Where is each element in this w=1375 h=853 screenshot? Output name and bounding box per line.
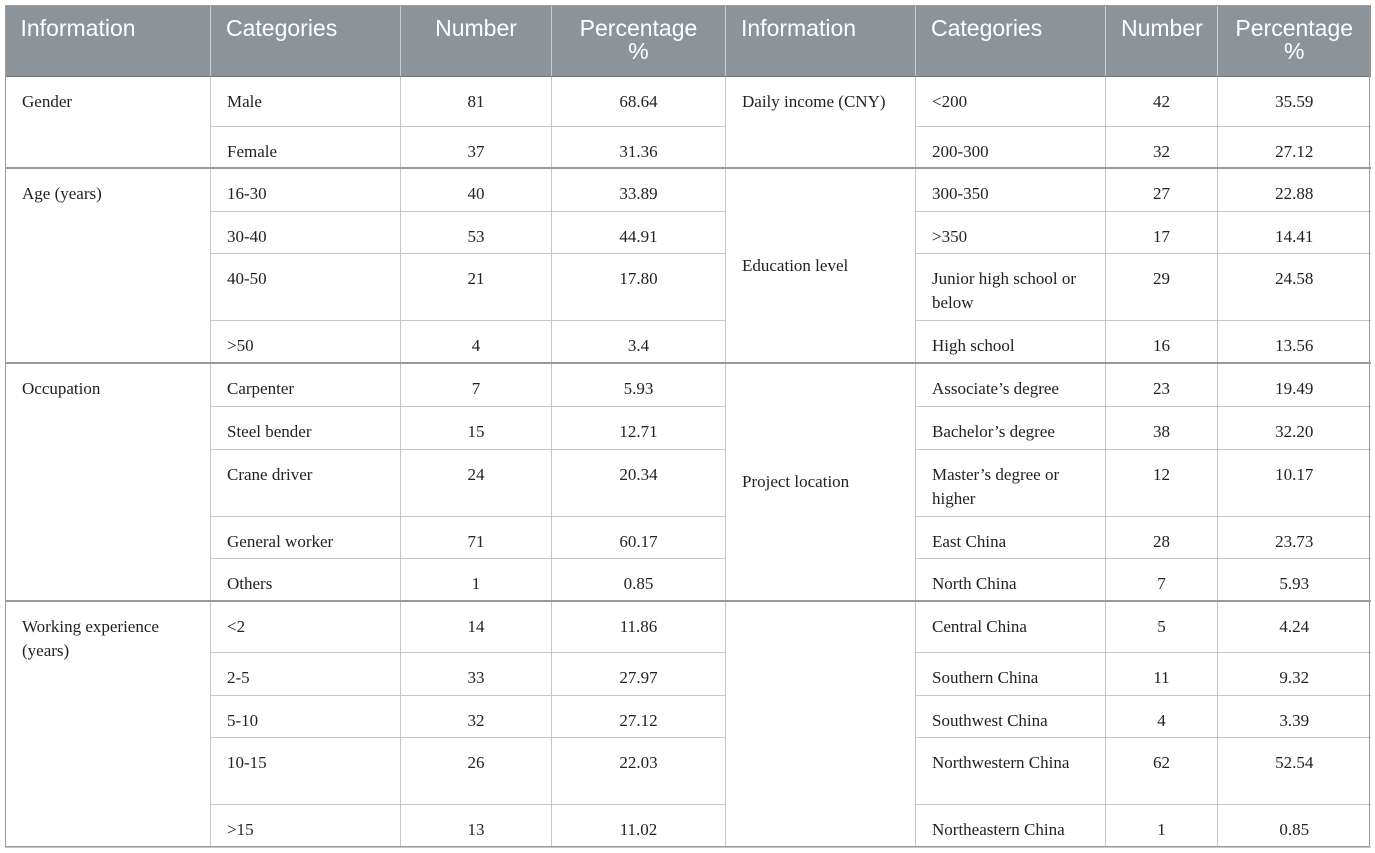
table-row — [6, 652, 1371, 695]
category-cell: Carpenter — [211, 363, 401, 406]
percentage-cell: 0.85 — [1218, 804, 1371, 847]
table-row — [6, 406, 1371, 449]
percentage-cell: 22.88 — [1218, 168, 1371, 211]
percentage-cell: 32.20 — [1218, 406, 1371, 449]
percentage-cell: 31.36 — [552, 126, 726, 168]
percentage-cell: 0.85 — [552, 558, 726, 601]
category-cell: Junior high school or below — [916, 253, 1106, 320]
number-cell: 29 — [1106, 253, 1218, 320]
category-cell: Central China — [916, 601, 1106, 652]
percentage-cell: 52.54 — [1218, 737, 1371, 804]
category-cell: Southwest China — [916, 695, 1106, 737]
percentage-cell: 3.39 — [1218, 695, 1371, 737]
category-cell: <2 — [211, 601, 401, 652]
header-number: Number — [1106, 5, 1218, 76]
category-cell: >50 — [211, 320, 401, 363]
percentage-cell: 27.12 — [1218, 126, 1371, 168]
percentage-cell: 35.59 — [1218, 76, 1371, 126]
percentage-cell: 68.64 — [552, 76, 726, 126]
table-row — [6, 126, 1371, 168]
number-cell: 24 — [401, 449, 552, 516]
percentage-cell: 22.03 — [552, 737, 726, 804]
table-row — [6, 737, 1371, 804]
category-cell: Northwestern China — [916, 737, 1106, 804]
category-cell: 300-350 — [916, 168, 1106, 211]
header-percentage: Percentage % — [552, 5, 726, 76]
table-row — [6, 516, 1371, 558]
percentage-cell: 3.4 — [552, 320, 726, 363]
table-row — [6, 449, 1371, 516]
percentage-cell: 27.97 — [552, 652, 726, 695]
category-cell: 10-15 — [211, 737, 401, 804]
number-cell: 5 — [1106, 601, 1218, 652]
percentage-cell: 20.34 — [552, 449, 726, 516]
category-cell: 30-40 — [211, 211, 401, 253]
group-label-age: Age (years) — [6, 168, 211, 363]
percentage-cell: 5.93 — [1218, 558, 1371, 601]
number-cell: 7 — [401, 363, 552, 406]
table-row — [6, 601, 1371, 652]
percentage-cell: 19.49 — [1218, 363, 1371, 406]
percentage-cell: 12.71 — [552, 406, 726, 449]
category-cell: Master’s degree or higher — [916, 449, 1106, 516]
group-label-empty — [726, 601, 916, 847]
percentage-cell: 27.12 — [552, 695, 726, 737]
number-cell: 16 — [1106, 320, 1218, 363]
table-row — [6, 804, 1371, 847]
number-cell: 28 — [1106, 516, 1218, 558]
category-cell: 2-5 — [211, 652, 401, 695]
category-cell: General worker — [211, 516, 401, 558]
percentage-cell: 14.41 — [1218, 211, 1371, 253]
number-cell: 23 — [1106, 363, 1218, 406]
number-cell: 1 — [1106, 804, 1218, 847]
category-cell: Crane driver — [211, 449, 401, 516]
number-cell: 12 — [1106, 449, 1218, 516]
category-cell: 5-10 — [211, 695, 401, 737]
group-label-education-level: Education level — [726, 168, 916, 363]
percentage-cell: 44.91 — [552, 211, 726, 253]
number-cell: 32 — [1106, 126, 1218, 168]
table-row — [6, 253, 1371, 320]
percentage-cell: 4.24 — [1218, 601, 1371, 652]
table-row — [6, 211, 1371, 253]
category-cell: >350 — [916, 211, 1106, 253]
number-cell: 15 — [401, 406, 552, 449]
header-information: Information — [726, 5, 916, 76]
category-cell: Female — [211, 126, 401, 168]
number-cell: 42 — [1106, 76, 1218, 126]
category-cell: Male — [211, 76, 401, 126]
number-cell: 71 — [401, 516, 552, 558]
group-label-gender: Gender — [6, 76, 211, 168]
percentage-cell: 60.17 — [552, 516, 726, 558]
number-cell: 4 — [401, 320, 552, 363]
number-cell: 26 — [401, 737, 552, 804]
group-label-working-experience: Working experience (years) — [6, 601, 211, 847]
number-cell: 14 — [401, 601, 552, 652]
number-cell: 11 — [1106, 652, 1218, 695]
number-cell: 53 — [401, 211, 552, 253]
number-cell: 33 — [401, 652, 552, 695]
percentage-cell: 11.86 — [552, 601, 726, 652]
number-cell: 4 — [1106, 695, 1218, 737]
header-information: Information — [6, 5, 211, 76]
category-cell: 40-50 — [211, 253, 401, 320]
category-cell: North China — [916, 558, 1106, 601]
number-cell: 32 — [401, 695, 552, 737]
category-cell: Associate’s degree — [916, 363, 1106, 406]
header-row — [6, 5, 1371, 76]
category-cell: <200 — [916, 76, 1106, 126]
demographics-table — [5, 5, 1371, 848]
category-cell: East China — [916, 516, 1106, 558]
header-number: Number — [401, 5, 552, 76]
number-cell: 17 — [1106, 211, 1218, 253]
percentage-cell: 23.73 — [1218, 516, 1371, 558]
table-row — [6, 320, 1371, 363]
number-cell: 1 — [401, 558, 552, 601]
number-cell: 21 — [401, 253, 552, 320]
number-cell: 37 — [401, 126, 552, 168]
percentage-cell: 9.32 — [1218, 652, 1371, 695]
category-cell: Others — [211, 558, 401, 601]
number-cell: 7 — [1106, 558, 1218, 601]
number-cell: 38 — [1106, 406, 1218, 449]
number-cell: 81 — [401, 76, 552, 126]
percentage-cell: 33.89 — [552, 168, 726, 211]
table-row — [6, 695, 1371, 737]
percentage-cell: 11.02 — [552, 804, 726, 847]
category-cell: 16-30 — [211, 168, 401, 211]
category-cell: >15 — [211, 804, 401, 847]
group-label-occupation: Occupation — [6, 363, 211, 601]
category-cell: High school — [916, 320, 1106, 363]
number-cell: 40 — [401, 168, 552, 211]
number-cell: 62 — [1106, 737, 1218, 804]
percentage-cell: 13.56 — [1218, 320, 1371, 363]
category-cell: Southern China — [916, 652, 1106, 695]
number-cell: 27 — [1106, 168, 1218, 211]
group-label-project-location: Project location — [726, 363, 916, 601]
category-cell: 200-300 — [916, 126, 1106, 168]
category-cell: Northeastern China — [916, 804, 1106, 847]
percentage-cell: 10.17 — [1218, 449, 1371, 516]
table-row — [6, 76, 1371, 126]
percentage-cell: 17.80 — [552, 253, 726, 320]
number-cell: 13 — [401, 804, 552, 847]
table-row — [6, 363, 1371, 406]
table-row — [6, 558, 1371, 601]
header-percentage: Percentage % — [1218, 5, 1371, 76]
header-categories: Categories — [916, 5, 1106, 76]
group-label-daily-income: Daily income (CNY) — [726, 76, 916, 168]
percentage-cell: 5.93 — [552, 363, 726, 406]
table-row — [6, 168, 1371, 211]
percentage-cell: 24.58 — [1218, 253, 1371, 320]
header-categories: Categories — [211, 5, 401, 76]
category-cell: Steel bender — [211, 406, 401, 449]
category-cell: Bachelor’s degree — [916, 406, 1106, 449]
